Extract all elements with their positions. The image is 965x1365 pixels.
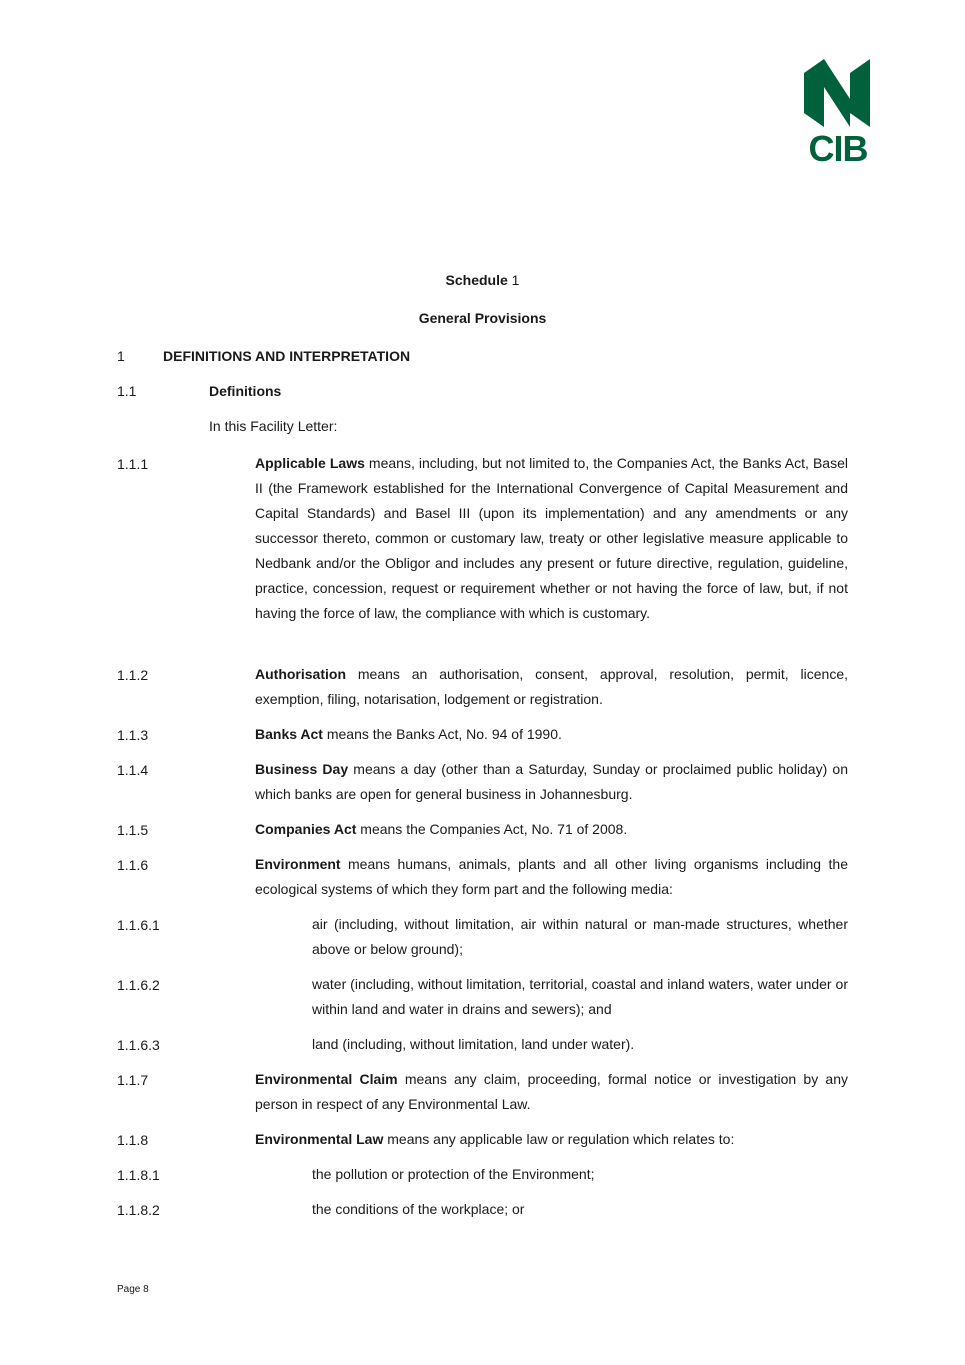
definition-text: means, including, but not limited to, the Companies Act, the Banks Act, Basel II (the Framework established for the International Convergence of Capital Measurement and Capital Standards) and Basel III (upon its implementation) and any amendments or any successor thereto, common or customary law, treaty or other legislative measure applicable to Nedbank and/or the Obligor and includes any present or future directive, regulation, guideline, practice, concession, request or requirement whether or not having the force of law, but, if not having the force of law, the compliance with which is customary. (255, 455, 848, 621)
definition-text: means humans, animals, plants and all other living organisms including the ecological systems of which they form part and the following media: (255, 856, 848, 897)
definition-text: means a day (other than a Saturday, Sunday or proclaimed public holiday) on which banks are open for general business in Johannesburg. (255, 761, 848, 802)
page-number: Page 8 (117, 1284, 149, 1295)
clause-number: 1.1.8.1 (117, 1167, 160, 1183)
clause-number: 1.1.6 (117, 857, 149, 873)
definition-text: means an authorisation, consent, approval, resolution, permit, licence, exemption, filing, notarisation, lodgement or registration. (255, 666, 848, 707)
subsection-number: 1.1 (117, 383, 137, 399)
logo-text: CIB (808, 128, 868, 169)
section-heading: DEFINITIONS AND INTERPRETATION (163, 348, 411, 364)
clause-text (255, 662, 848, 712)
subclause-text: air (including, without limitation, air within natural or man-made structures, whether above or below ground); (312, 916, 848, 957)
defined-term: Authorisation (255, 666, 346, 682)
defined-term: Companies Act (255, 821, 357, 837)
subsection-heading: Definitions (209, 383, 282, 399)
subclause-text: the conditions of the workplace; or (312, 1201, 525, 1217)
subsection-intro: In this Facility Letter: (209, 418, 338, 434)
defined-term: Environment (255, 856, 341, 872)
nedbank-n-logo-icon (804, 59, 870, 127)
clause-number: 1.1.2 (117, 667, 149, 683)
section-number: 1 (117, 348, 125, 364)
clause-text (255, 757, 848, 807)
definition-text: means any applicable law or regulation which relates to: (383, 1131, 735, 1147)
clause-number: 1.1.7 (117, 1072, 149, 1088)
defined-term: Environmental Law (255, 1131, 384, 1147)
schedule-label: Schedule (445, 272, 508, 288)
schedule-title (0, 270, 965, 290)
clause-text (255, 1127, 848, 1152)
clause-text (255, 1067, 848, 1117)
clause-number: 1.1.6.1 (117, 917, 160, 933)
defined-term: Environmental Claim (255, 1071, 398, 1087)
definition-text: means the Banks Act, No. 94 of 1990. (322, 726, 562, 742)
definition-text: means the Companies Act, No. 71 of 2008. (356, 821, 628, 837)
clause-number: 1.1.8.2 (117, 1202, 160, 1218)
nedbank-cib-logo (804, 59, 872, 167)
schedule-number: 1 (511, 272, 520, 288)
definition-text: means any claim, proceeding, formal notice or investigation by any person in respect of any Environmental Law. (255, 1071, 848, 1112)
defined-term: Applicable Laws (255, 455, 365, 471)
clause-text (255, 852, 848, 902)
subclause-text: the pollution or protection of the Environment; (312, 1166, 595, 1182)
clause-number: 1.1.6.3 (117, 1037, 160, 1053)
clause-number: 1.1.4 (117, 762, 149, 778)
clause-number: 1.1.3 (117, 727, 149, 743)
defined-term: Business Day (255, 761, 349, 777)
clause-number: 1.1.5 (117, 822, 149, 838)
document-title: General Provisions (418, 310, 547, 326)
subclause-text: water (including, without limitation, territorial, coastal and inland waters, water under or within land and water in drains and sewers); and (312, 976, 848, 1017)
clause-text (255, 451, 848, 626)
clause-number: 1.1.6.2 (117, 977, 160, 993)
clause-text (255, 722, 848, 747)
clause-number: 1.1.1 (117, 456, 149, 472)
defined-term: Banks Act (255, 726, 323, 742)
clause-number: 1.1.8 (117, 1132, 149, 1148)
clause-text (255, 817, 848, 842)
subclause-text: land (including, without limitation, land under water). (312, 1036, 635, 1052)
